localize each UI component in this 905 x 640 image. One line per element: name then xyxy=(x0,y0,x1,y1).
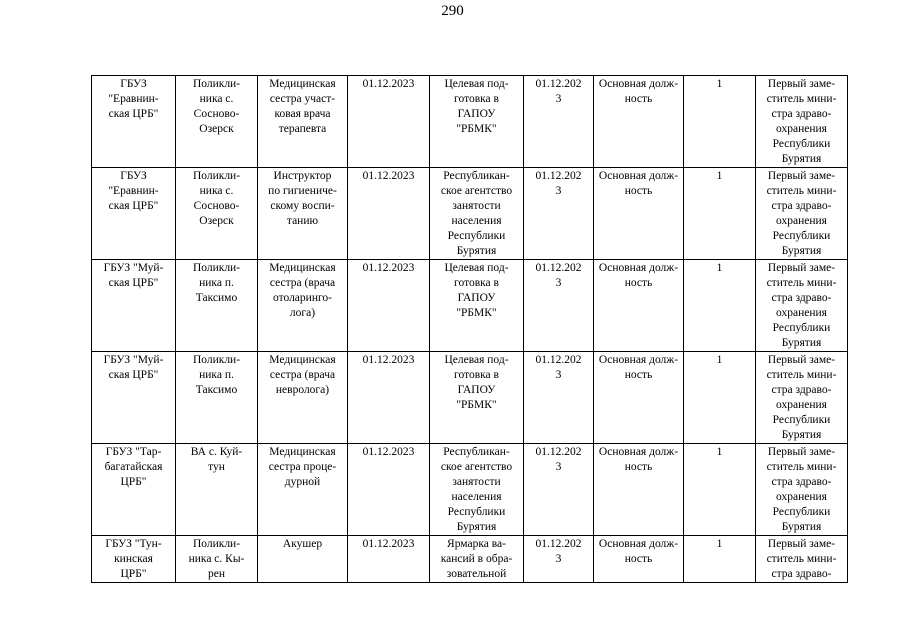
page-number: 290 xyxy=(441,3,464,19)
cell-unit: Поликли- ника с. Сосново- Озерск xyxy=(176,168,258,260)
table-row xyxy=(92,352,848,444)
cell-date: 01.12.2023 xyxy=(348,536,430,583)
cell-count: 1 xyxy=(684,536,756,583)
cell-approver: Первый заме- ститель мини- стра здраво- охранения Республики Бурятия xyxy=(756,260,848,352)
cell-unit: Поликли- ника с. Кы- рен xyxy=(176,536,258,583)
table-row xyxy=(92,76,848,168)
cell-org: ГБУЗ "Еравнин- ская ЦРБ" xyxy=(92,76,176,168)
cell-count: 1 xyxy=(684,352,756,444)
cell-approver: Первый заме- ститель мини- стра здраво- xyxy=(756,536,848,583)
cell-source: Республикан- ское агентство занятости населения Республики Бурятия xyxy=(430,444,524,536)
cell-type: Основная долж- ность xyxy=(594,352,684,444)
cell-type: Основная долж- ность xyxy=(594,444,684,536)
cell-org: ГБУЗ "Муй- ская ЦРБ" xyxy=(92,352,176,444)
vacancy-table xyxy=(91,75,848,583)
cell-approver: Первый заме- ститель мини- стра здраво- охранения Республики Бурятия xyxy=(756,168,848,260)
cell-count: 1 xyxy=(684,444,756,536)
cell-type: Основная долж- ность xyxy=(594,536,684,583)
cell-date: 01.12.2023 xyxy=(348,444,430,536)
cell-unit: Поликли- ника п. Таксимо xyxy=(176,352,258,444)
cell-position: Медицинская сестра (врача отоларинго- лога) xyxy=(258,260,348,352)
cell-date: 01.12.2023 xyxy=(348,260,430,352)
cell-date2: 01.12.202 3 xyxy=(524,168,594,260)
cell-date: 01.12.2023 xyxy=(348,352,430,444)
cell-date2: 01.12.202 3 xyxy=(524,352,594,444)
cell-type: Основная долж- ность xyxy=(594,168,684,260)
cell-date2: 01.12.202 3 xyxy=(524,536,594,583)
cell-source: Целевая под- готовка в ГАПОУ "РБМК" xyxy=(430,260,524,352)
cell-count: 1 xyxy=(684,168,756,260)
cell-org: ГБУЗ "Тун- кинская ЦРБ" xyxy=(92,536,176,583)
cell-position: Инструктор по гигиениче- скому воспи- танию xyxy=(258,168,348,260)
cell-position: Медицинская сестра проце- дурной xyxy=(258,444,348,536)
cell-unit: Поликли- ника п. Таксимо xyxy=(176,260,258,352)
cell-date: 01.12.2023 xyxy=(348,168,430,260)
cell-date2: 01.12.202 3 xyxy=(524,444,594,536)
cell-org: ГБУЗ "Муй- ская ЦРБ" xyxy=(92,260,176,352)
cell-count: 1 xyxy=(684,76,756,168)
cell-position: Медицинская сестра (врача невролога) xyxy=(258,352,348,444)
table-row xyxy=(92,536,848,583)
cell-position: Акушер xyxy=(258,536,348,583)
cell-type: Основная долж- ность xyxy=(594,76,684,168)
cell-org: ГБУЗ "Тар- багатайская ЦРБ" xyxy=(92,444,176,536)
table-row xyxy=(92,444,848,536)
cell-count: 1 xyxy=(684,260,756,352)
cell-type: Основная долж- ность xyxy=(594,260,684,352)
cell-unit: Поликли- ника с. Сосново- Озерск xyxy=(176,76,258,168)
cell-approver: Первый заме- ститель мини- стра здраво- охранения Республики Бурятия xyxy=(756,352,848,444)
cell-source: Республикан- ское агентство занятости населения Республики Бурятия xyxy=(430,168,524,260)
cell-source: Целевая под- готовка в ГАПОУ "РБМК" xyxy=(430,352,524,444)
cell-position: Медицинская сестра участ- ковая врача терапевта xyxy=(258,76,348,168)
cell-source: Ярмарка ва- кансий в обра- зовательной xyxy=(430,536,524,583)
table-row xyxy=(92,260,848,352)
cell-date2: 01.12.202 3 xyxy=(524,260,594,352)
table-row xyxy=(92,168,848,260)
cell-date: 01.12.2023 xyxy=(348,76,430,168)
cell-approver: Первый заме- ститель мини- стра здраво- охранения Республики Бурятия xyxy=(756,76,848,168)
cell-org: ГБУЗ "Еравнин- ская ЦРБ" xyxy=(92,168,176,260)
cell-date2: 01.12.202 3 xyxy=(524,76,594,168)
cell-source: Целевая под- готовка в ГАПОУ "РБМК" xyxy=(430,76,524,168)
cell-approver: Первый заме- ститель мини- стра здраво- охранения Республики Бурятия xyxy=(756,444,848,536)
cell-unit: ВА с. Куй- тун xyxy=(176,444,258,536)
